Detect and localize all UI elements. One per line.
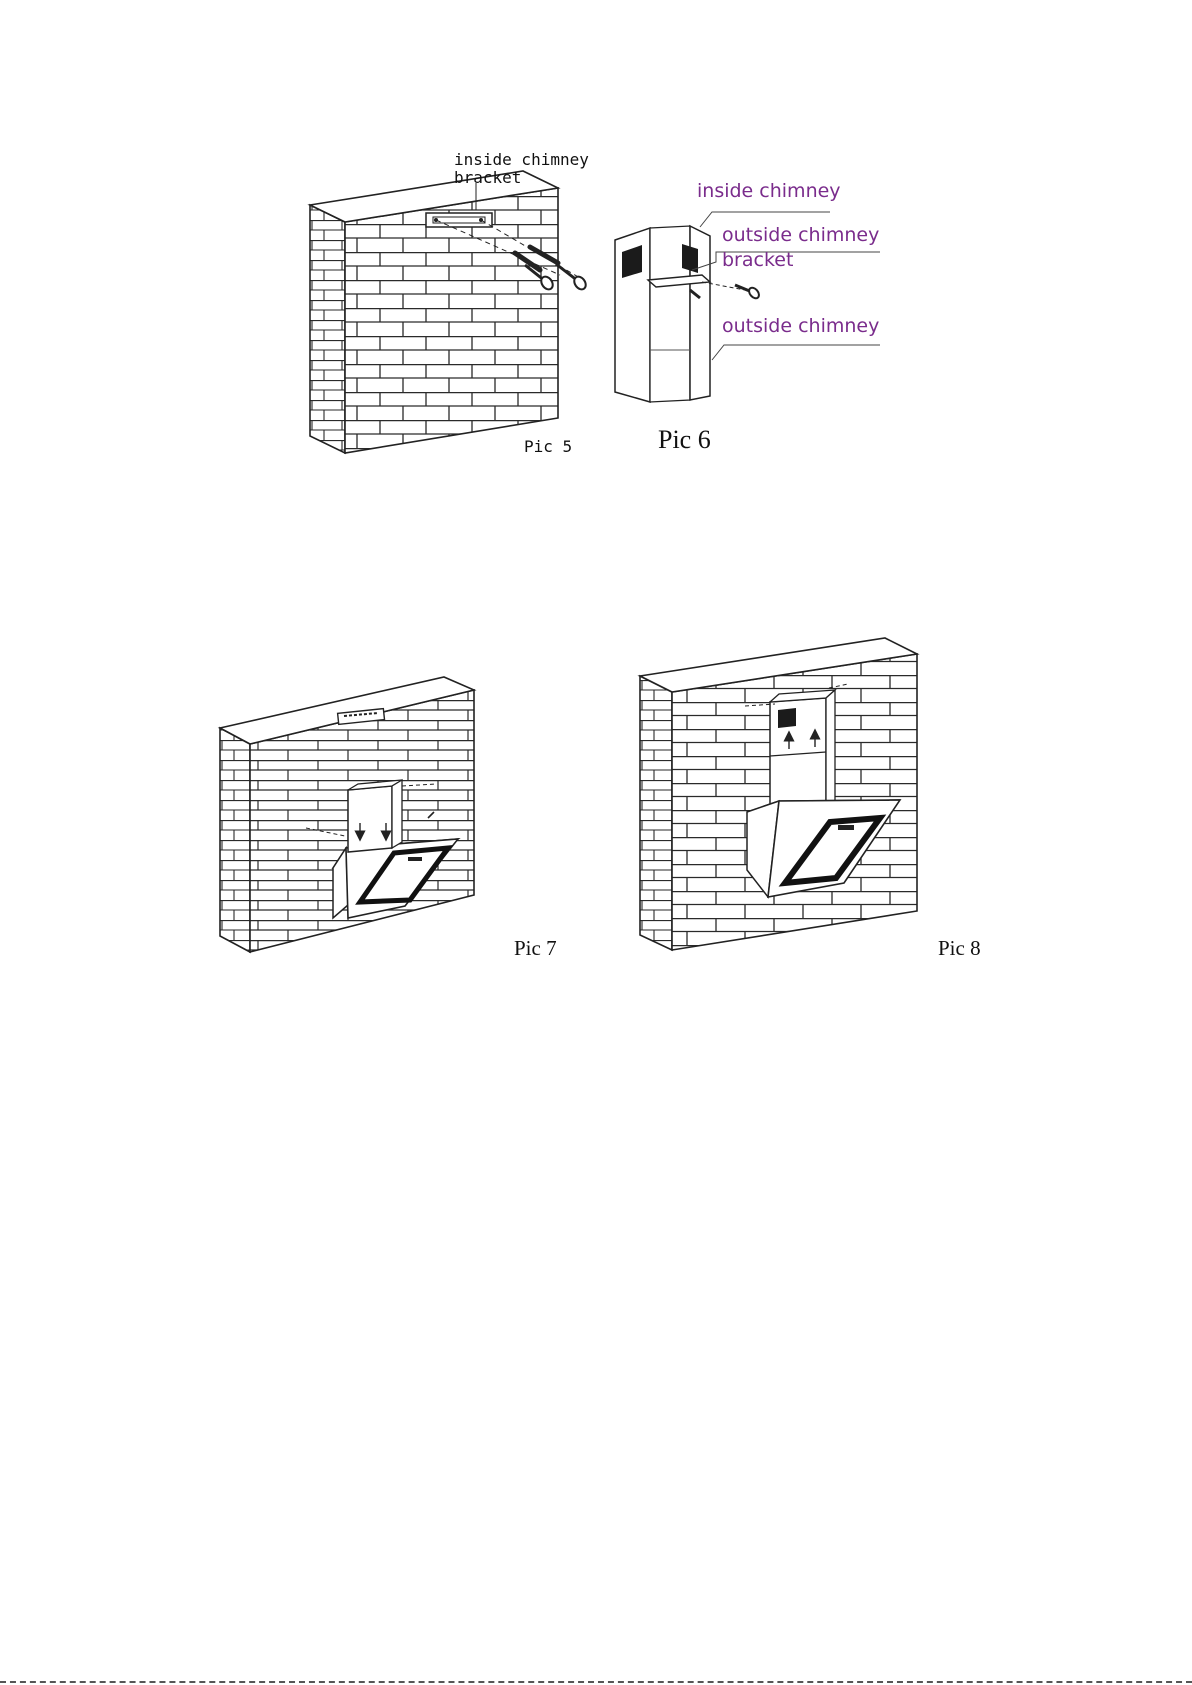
pic8-caption: Pic 8 <box>938 936 981 960</box>
inside-chimney-bracket <box>426 213 492 227</box>
pic6-diagram <box>615 180 880 454</box>
pic8-diagram <box>640 638 981 960</box>
outside-chimney <box>615 226 710 402</box>
pic6-label-inside-chimney: inside chimney <box>697 180 841 202</box>
pic5-caption: Pic 5 <box>524 437 573 456</box>
page-bottom-rule <box>0 1681 1192 1683</box>
pic7-caption: Pic 7 <box>514 936 557 960</box>
pic6-label-outside-bracket-line1: outside chimney <box>722 224 880 246</box>
pic6-label-outside-chimney: outside chimney <box>722 315 880 337</box>
pic5-label-line2: bracket <box>454 168 522 187</box>
pic7-diagram <box>220 677 557 960</box>
pic6-caption: Pic 6 <box>658 425 711 454</box>
pic5-diagram <box>310 150 589 456</box>
pic6-label-outside-bracket-line2: bracket <box>722 249 794 271</box>
pic5-label-line1: inside chimney <box>454 150 589 169</box>
